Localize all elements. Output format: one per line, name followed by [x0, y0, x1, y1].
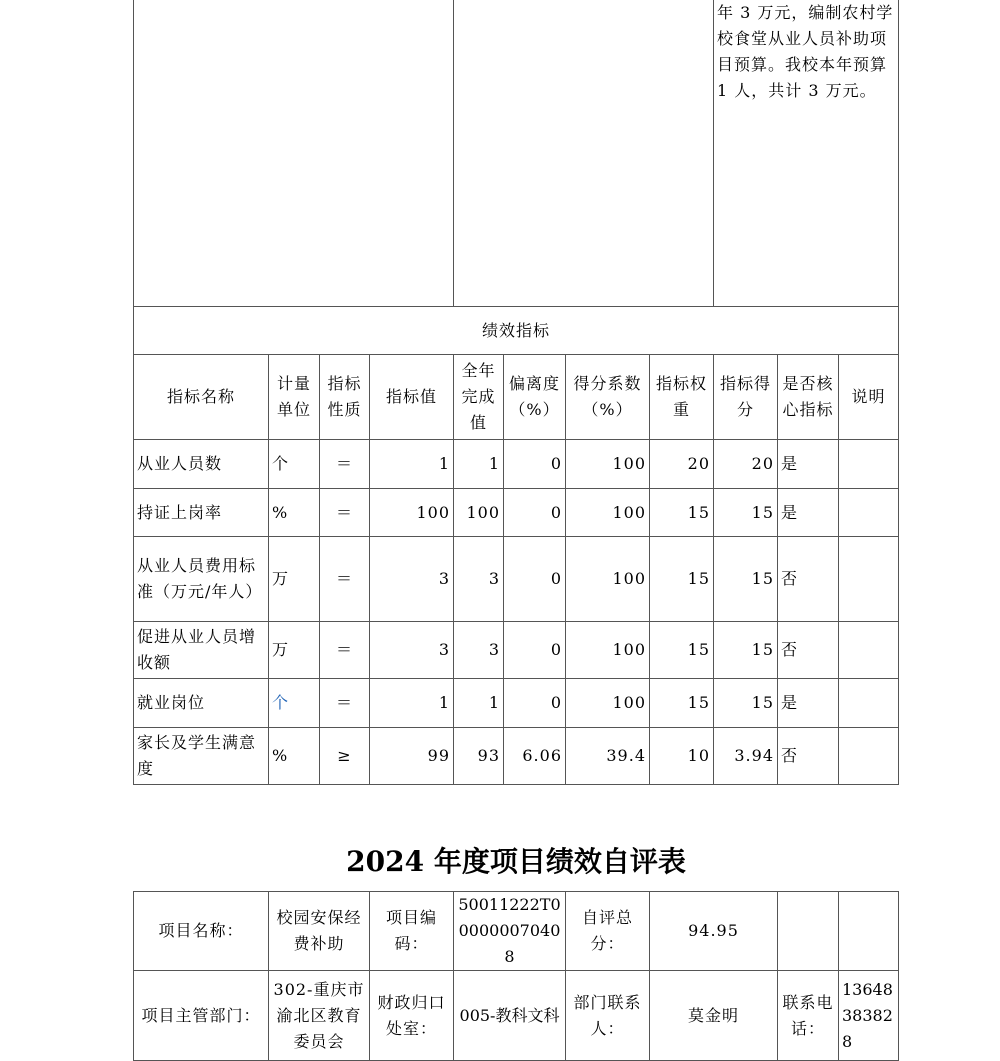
table-cell	[839, 537, 899, 622]
table-cell: 93	[454, 728, 504, 785]
table-cell: 0	[504, 440, 566, 489]
column-header: 指标性质	[320, 355, 370, 440]
dept-label: 项目主管部门：	[134, 971, 269, 1061]
column-header: 指标得分	[714, 355, 778, 440]
table-cell	[839, 728, 899, 785]
table-row	[134, 622, 899, 679]
table-cell: 100	[566, 622, 650, 679]
table-cell: 从业人员数	[134, 440, 269, 489]
table-cell: 20	[714, 440, 778, 489]
column-header: 得分系数（%）	[566, 355, 650, 440]
table-cell: ＝	[320, 440, 370, 489]
table-cell: 15	[714, 622, 778, 679]
table-cell: 0	[504, 489, 566, 537]
table-cell: 39.4	[566, 728, 650, 785]
document-title: 2024 年度项目绩效自评表	[346, 845, 686, 878]
table-cell: 0	[504, 622, 566, 679]
table-cell: 100	[370, 489, 454, 537]
project-code: 50011222T000000070408	[454, 892, 566, 971]
contact-label: 部门联系人：	[566, 971, 650, 1061]
table-cell: 15	[650, 622, 714, 679]
table-cell: 是	[778, 440, 839, 489]
finance-label: 财政归口处室：	[370, 971, 454, 1061]
table-cell: %	[269, 489, 320, 537]
empty-cell	[454, 0, 714, 307]
table-cell: 持证上岗率	[134, 489, 269, 537]
table-cell: 0	[504, 537, 566, 622]
table-cell: 10	[650, 728, 714, 785]
empty-cell	[778, 892, 839, 971]
table-cell: 3	[454, 537, 504, 622]
dept: 302-重庆市渝北区教育委员会	[269, 971, 370, 1061]
table-cell: %	[269, 728, 320, 785]
table-cell: 促进从业人员增收额	[134, 622, 269, 679]
table-cell: ＝	[320, 679, 370, 728]
table-cell: ＝	[320, 622, 370, 679]
table-cell: 万	[269, 537, 320, 622]
table-cell	[839, 679, 899, 728]
table-cell: 否	[778, 622, 839, 679]
table-cell: 个	[269, 679, 320, 728]
table-cell: 1	[370, 440, 454, 489]
column-header: 指标名称	[134, 355, 269, 440]
table-cell: 100	[566, 489, 650, 537]
table-cell: 否	[778, 537, 839, 622]
phone: 13648383828	[839, 971, 899, 1061]
column-header: 说明	[839, 355, 899, 440]
column-header: 指标值	[370, 355, 454, 440]
total-score: 94.95	[650, 892, 778, 971]
table-cell: ＝	[320, 537, 370, 622]
column-header: 计量单位	[269, 355, 320, 440]
table-cell: 个	[269, 440, 320, 489]
table-cell: 是	[778, 489, 839, 537]
table-row	[134, 440, 899, 489]
column-header: 指标权重	[650, 355, 714, 440]
performance-indicator-table	[133, 0, 899, 785]
table-cell	[839, 440, 899, 489]
table-cell: 100	[566, 679, 650, 728]
table-cell: 3.94	[714, 728, 778, 785]
finance-office: 005-教科文科	[454, 971, 566, 1061]
table-cell: 0	[504, 679, 566, 728]
column-header: 是否核心指标	[778, 355, 839, 440]
project-name: 校园安保经费补助	[269, 892, 370, 971]
contact-person: 莫金明	[650, 971, 778, 1061]
table-cell: 15	[650, 537, 714, 622]
phone-label: 联系电话：	[778, 971, 839, 1061]
table-cell: 15	[714, 489, 778, 537]
project-code-label: 项目编码：	[370, 892, 454, 971]
column-header: 全年完成值	[454, 355, 504, 440]
table-cell: 100	[454, 489, 504, 537]
table-cell: 15	[714, 537, 778, 622]
table-cell: 100	[566, 537, 650, 622]
column-header: 偏离度（%）	[504, 355, 566, 440]
table-row	[134, 728, 899, 785]
table-cell: 是	[778, 679, 839, 728]
table-cell: 3	[370, 537, 454, 622]
empty-cell	[134, 0, 454, 307]
table-cell: 家长及学生满意度	[134, 728, 269, 785]
table-cell	[839, 489, 899, 537]
section-title: 绩效指标	[134, 307, 899, 355]
table-cell: 15	[714, 679, 778, 728]
table-row	[134, 489, 899, 537]
table-cell: 3	[370, 622, 454, 679]
table-cell: 就业岗位	[134, 679, 269, 728]
table-cell: 100	[566, 440, 650, 489]
table-cell: 15	[650, 679, 714, 728]
table-cell: 否	[778, 728, 839, 785]
empty-cell	[839, 892, 899, 971]
table-cell: 1	[370, 679, 454, 728]
table-row	[134, 679, 899, 728]
project-name-label: 项目名称：	[134, 892, 269, 971]
table-cell: 15	[650, 489, 714, 537]
table-cell: 万	[269, 622, 320, 679]
score-label: 自评总分：	[566, 892, 650, 971]
table-cell	[839, 622, 899, 679]
table-cell: 3	[454, 622, 504, 679]
table-cell: 从业人员费用标准（万元/年人）	[134, 537, 269, 622]
table-cell: 99	[370, 728, 454, 785]
table-cell: ≥	[320, 728, 370, 785]
table-cell: 1	[454, 440, 504, 489]
budget-description: 年 3 万元，编制农村学校食堂从业人员补助项目预算。我校本年预算 1 人，共计 3 万元。	[714, 0, 899, 307]
table-cell: 20	[650, 440, 714, 489]
table-row	[134, 537, 899, 622]
table-cell: 1	[454, 679, 504, 728]
table-cell: 6.06	[504, 728, 566, 785]
table-cell: ＝	[320, 489, 370, 537]
